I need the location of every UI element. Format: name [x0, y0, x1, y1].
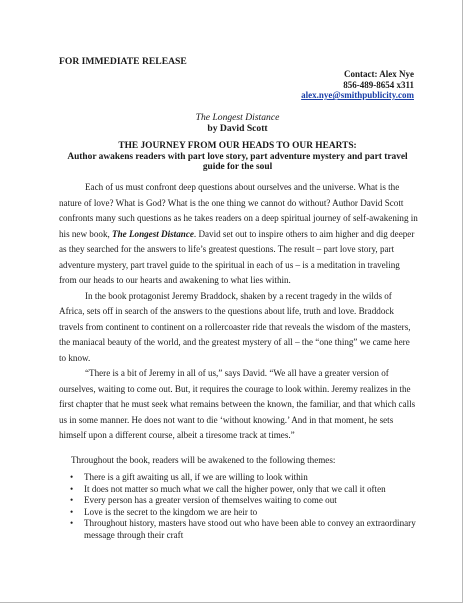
contact-phone: 856-489-8654 x311	[343, 79, 414, 90]
list-item: • Every person has a greater version of themselves waiting to come out	[70, 495, 337, 506]
themes-list	[59, 472, 419, 542]
book-title-block	[59, 112, 416, 135]
paragraph-1: Each of us must confront deep questions about ourselves and the universe. What is the nature of love? What is God? What is the one thing we cannot do without? Author David Scott confronts many such questions as he takes readers on a deep spiritual journey of self-awakening in his new book, The Longest Distance. David set out to inspire others to aim higher and dig deeper as they searched for the answers to life’s greatest questions. The result – part love story, part adventure mystery, part travel guide to the spiritual in each of us – is a meditation in traveling from our heads to our hearts and awakening to what lies within.	[59, 182, 418, 285]
headline-line-1: THE JOURNEY FROM OUR HEADS TO OUR HEARTS:	[118, 141, 357, 151]
bullet-icon: •	[70, 483, 74, 494]
book-byline: by David Scott	[207, 123, 268, 135]
contact-email-link[interactable]: alex.nye@smithpublicity.com	[301, 90, 414, 101]
body-text	[59, 180, 418, 444]
bullet-icon: •	[70, 518, 74, 529]
book-title-inline: The Longest Distance	[112, 228, 194, 239]
bullet-icon: •	[70, 495, 74, 506]
list-item: • Love is the secret to the kingdom we are heir to	[70, 506, 258, 517]
list-item: • It does not matter so much what we call the higher power, only that we call it often	[70, 483, 386, 494]
contact-block	[301, 69, 414, 101]
list-item: • Throughout history, masters have stood out who have been able to convey an extraordinary message through their craft	[70, 518, 416, 540]
bullet-icon: •	[70, 506, 74, 517]
paragraph-2: In the book protagonist Jeremy Braddock, shaken by a recent tragedy in the wilds of Africa, sets off in search of the answers to the questions about life, truth and love. Braddock travels from continent to continent on a rollercoaster ride that reveals the wisdom of the masters, the maniacal beauty of the world, and the greatest mystery of all – the “one thing” we came here to know.	[59, 290, 411, 363]
headline-line-2: Author awakens readers with part love story, part adventure mystery and part travel guide for the soul	[67, 151, 408, 173]
themes-intro: Throughout the book, readers will be awakened to the following themes:	[71, 455, 336, 465]
contact-name: Contact: Alex Nye	[344, 69, 414, 79]
paragraph-3: “There is a bit of Jeremy in all of us,” says David. “We all have a greater version of ourselves, waiting to come out. But, it requires the courage to look within. Jeremy realizes in the first chapter that he must seek what remains between the known, the familiar, and that which calls us in some manner. He does not want to die ‘without knowing.’ And in that moment, he sets himself upon a different course, albeit a tiresome track at times.”	[59, 368, 416, 440]
list-item: • There is a gift awaiting us all, if we are willing to look within	[70, 472, 308, 482]
headline	[59, 141, 416, 173]
bullet-icon: •	[70, 472, 74, 482]
book-title: The Longest Distance	[195, 112, 280, 123]
release-label: FOR IMMEDIATE RELEASE	[59, 56, 187, 67]
